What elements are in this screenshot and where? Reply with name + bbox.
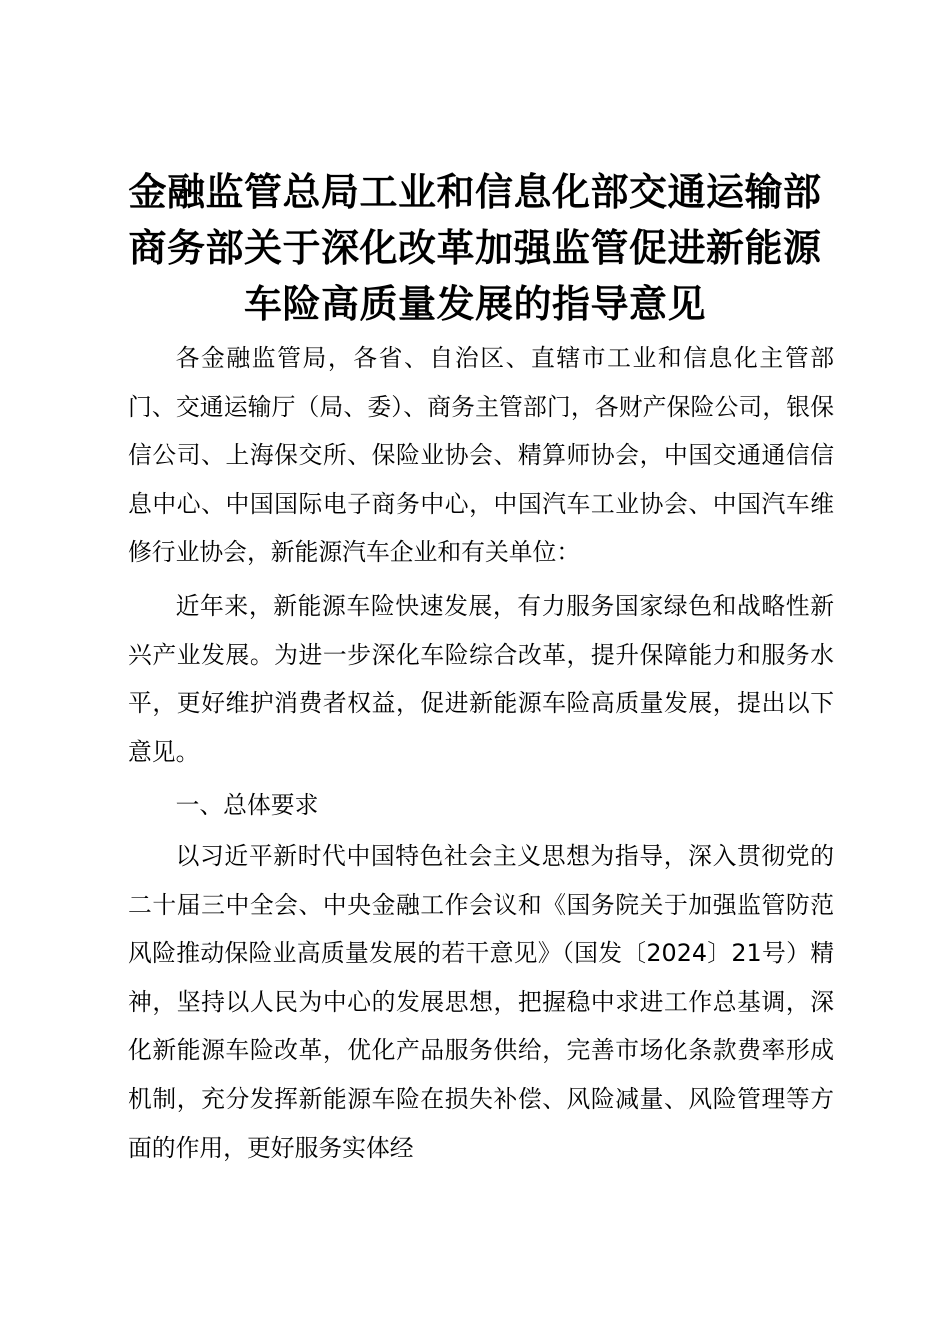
section-heading: 一、总体要求 — [175, 791, 319, 820]
document-body — [128, 334, 834, 1172]
salutation-paragraph: 各金融监管局，各省、自治区、直辖市工业和信息化主管部门、交通运输厅（局、委）、商务主管部门，各财产保险公司，银保信公司、上海保交所、保险业协会、精算师协会，中国交通通信信息中心、中国国际电子商务中心，中国汽车工业协会、中国汽车维修行业协会，新能源汽车企业和有关单位： — [128, 344, 834, 567]
section-paragraph: 以习近平新时代中国特色社会主义思想为指导，深入贯彻党的二十届三中全会、中央金融工作会议和《国务院关于加强监管防范风险推动保险业高质量发展的若干意见》（国发〔2024〕21号）精神，坚持以人民为中心的发展思想，把握稳中求进工作总基调，深化新能源车险改革，优化产品服务供给，完善市场化条款费率形成机制，充分发挥新能源车险在损失补偿、风险减量、风险管理等方面的作用，更好服务实体经 — [128, 841, 834, 1162]
intro-paragraph: 近年来，新能源车险快速发展，有力服务国家绿色和战略性新兴产业发展。为进一步深化车险综合改革，提升保障能力和服务水平，更好维护消费者权益，促进新能源车险高质量发展，提出以下意见。 — [128, 591, 834, 766]
document-title: 金融监管总局工业和信息化部交通运输部商务部关于深化改革加强监管促进新能源车险高质量发展的指导意见 — [128, 170, 822, 326]
